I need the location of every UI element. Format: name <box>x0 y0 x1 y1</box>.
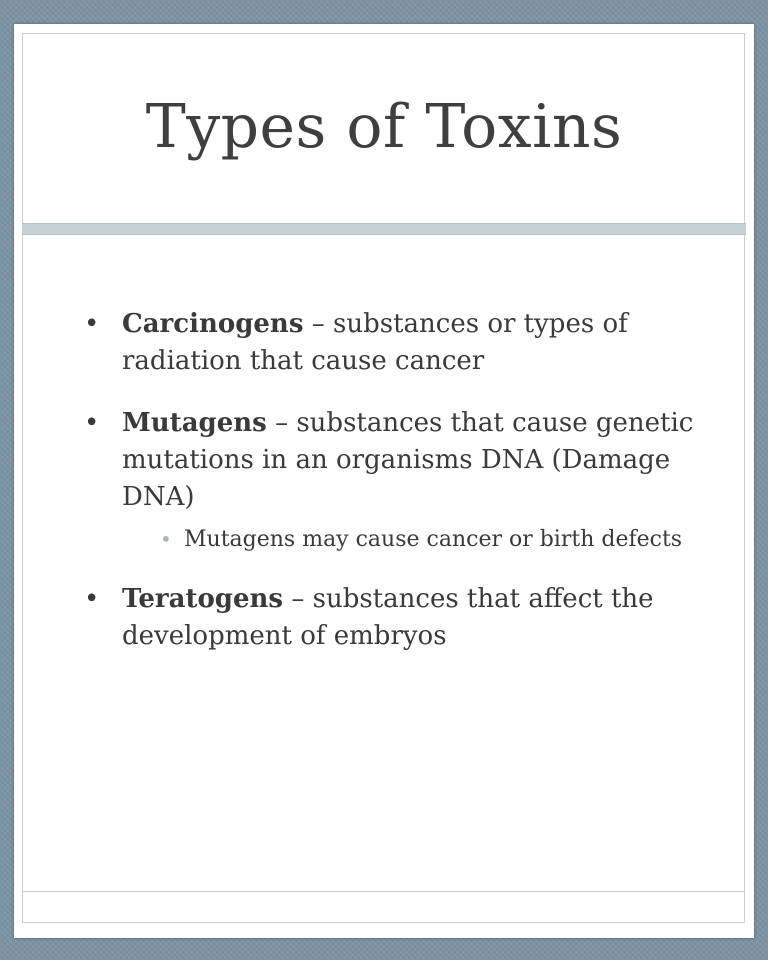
bullet-text: – substances that cause genetic mutations in an organisms DNA (Damage DNA) <box>122 408 694 512</box>
sub-bullet-mutagens <box>160 523 714 556</box>
sub-bullet-text: Mutagens may cause cancer or birth defects <box>184 527 683 552</box>
slide <box>14 24 754 938</box>
bullet-marker: • <box>84 309 100 339</box>
bullet-term: Teratogens <box>122 584 284 614</box>
bullet-mutagens <box>84 405 714 556</box>
slide-title: Types of Toxins <box>145 92 623 162</box>
slide-content <box>84 306 714 680</box>
title-divider-band <box>22 223 746 235</box>
bullet-carcinogens <box>84 306 714 380</box>
bullet-text: – substances that affect the development of embryos <box>122 584 654 651</box>
footer-divider <box>22 891 745 892</box>
bullet-marker: • <box>84 408 100 438</box>
bullet-term: Mutagens <box>122 408 267 438</box>
bullet-teratogens <box>84 581 714 655</box>
bullet-text: – substances or types of radiation that cause cancer <box>122 309 628 376</box>
sub-bullet-marker: • <box>160 527 172 551</box>
bullet-marker: • <box>84 584 100 614</box>
bullet-term: Carcinogens <box>122 309 304 339</box>
